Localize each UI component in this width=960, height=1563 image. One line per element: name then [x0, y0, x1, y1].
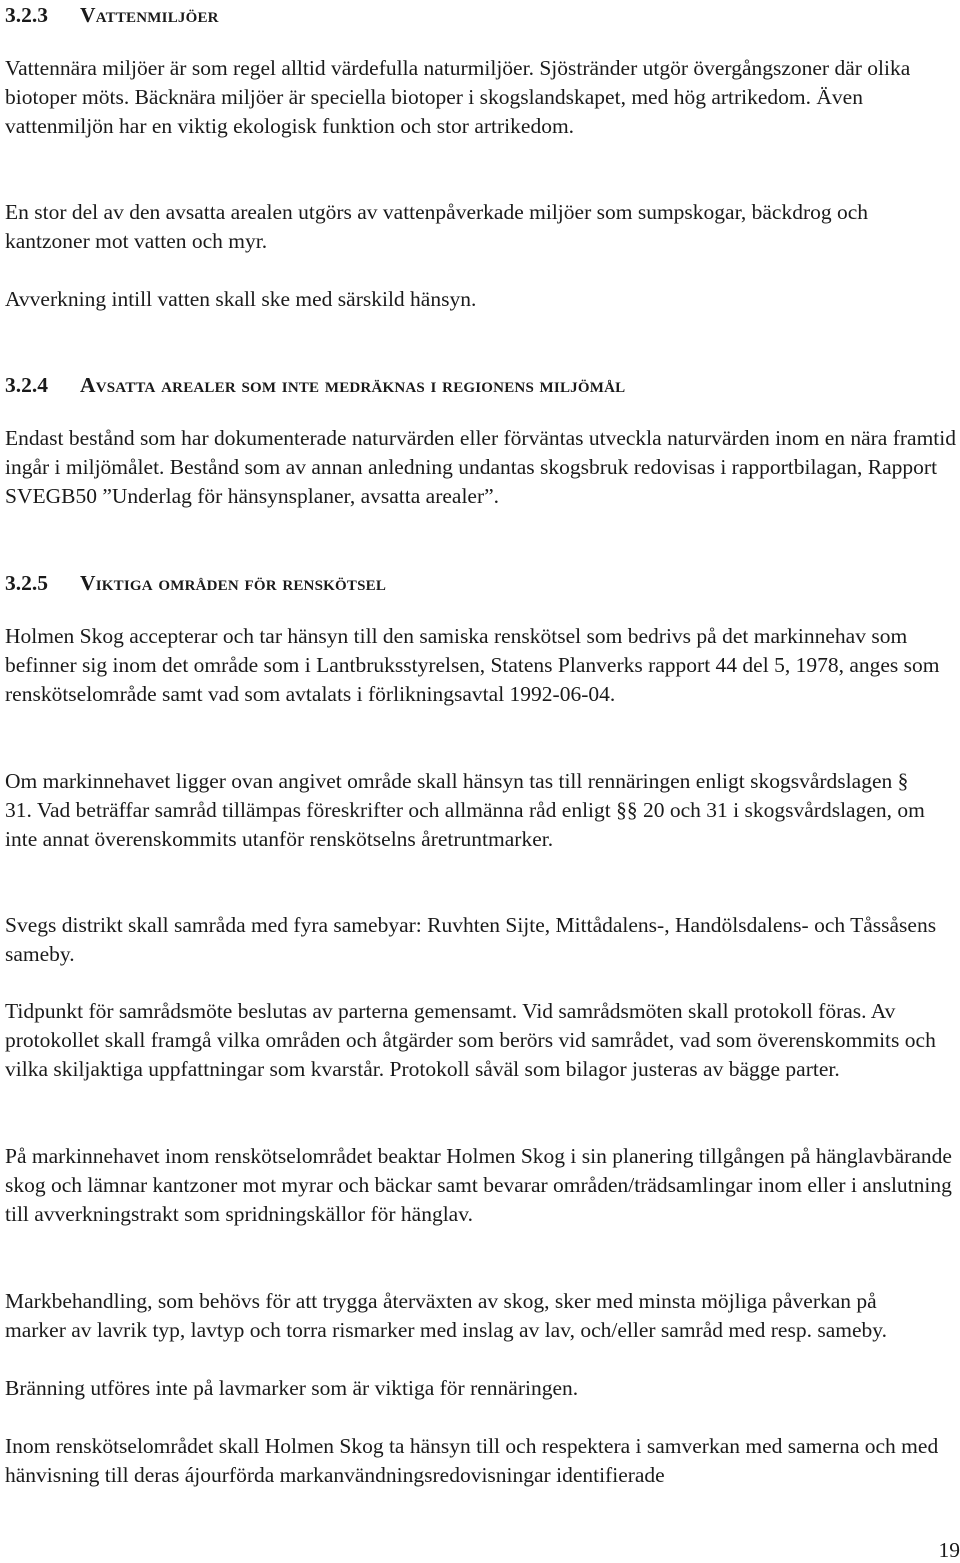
paragraph: Holmen Skog accepterar och tar hänsyn till den samiska renskötsel som bedrivs på det markinnehav som befinner sig inom det område som i Lantbruksstyrelsen, Statens Planverks rapport 44 del 5, 1978, anges som renskötselområde samt vad som avtalats i förlikningsavtal 1992-06-04. — [5, 624, 940, 706]
section-title: Viktiga områden för renskötsel — [80, 571, 387, 595]
section-heading-avsatta-arealer — [5, 371, 625, 400]
paragraph: Avverkning intill vatten skall ske med särskild hänsyn. — [5, 287, 477, 311]
paragraph: Markbehandling, som behövs för att trygga återväxten av skog, sker med minsta möjliga påverkan på marker av lavrik typ, lavtyp och torra rismarker med inslag av lav, och/eller samråd med resp. sameby. — [5, 1289, 887, 1342]
paragraph: Tidpunkt för samrådsmöte beslutas av parterna gemensamt. Vid samrådsmöten skall protokoll föras. Av protokollet skall framgå vilka områden och åtgärder som berörs vid samrådet, vad som överenskommits och vilka skiljaktiga uppfattningar som kvarstår. Protokoll såväl som bilagor justeras av bägge parter. — [5, 999, 936, 1081]
section-title: Avsatta arealer som inte medräknas i regionens miljömål — [80, 373, 626, 397]
page-number: 19 — [938, 1538, 960, 1562]
section-heading-vattenmiljoer — [5, 1, 219, 30]
section-number: 3.2.3 — [5, 3, 48, 27]
paragraph: En stor del av den avsatta arealen utgörs av vattenpåverkade miljöer som sumpskogar, bäckdrog och kantzoner mot vatten och myr. — [5, 200, 869, 253]
paragraph: Svegs distrikt skall samråda med fyra samebyar: Ruvhten Sijte, Mittådalens-, Handölsdalens- och Tåssåsens sameby. — [5, 913, 937, 966]
paragraph: Bränning utföres inte på lavmarker som är viktiga för rennäringen. — [5, 1376, 579, 1400]
section-title: Vattenmiljöer — [80, 3, 219, 27]
section-heading-renskotsel — [5, 569, 386, 598]
section-number: 3.2.4 — [5, 373, 48, 397]
paragraph: På markinnehavet inom renskötselområdet beaktar Holmen Skog i sin planering tillgången på hänglavbärande skog och lämnar kantzoner mot myrar och bäckar samt bevarar områden/trädsamlingar inom eller i anslutning till avverkningstrakt som spridningskällor för hänglav. — [5, 1144, 952, 1226]
paragraph: Vattennära miljöer är som regel alltid värdefulla naturmiljöer. Sjöstränder utgör övergångszoner där olika biotoper möts. Bäcknära miljöer är speciella biotoper i skogslandskapet, med hög artrikedom. Även vattenmiljön har en viktig ekologisk funktion och stor artrikedom. — [5, 56, 911, 138]
section-number: 3.2.5 — [5, 571, 48, 595]
paragraph: Endast bestånd som har dokumenterade naturvärden eller förväntas utveckla naturvärden inom en nära framtid ingår i miljömålet. Bestånd som av annan anledning undantas skogsbruk redovisas i rapportbilagan, Rapport SVEGB50 ”Underlag för hänsynsplaner, avsatta arealer”. — [5, 426, 957, 508]
paragraph: Om markinnehavet ligger ovan angivet område skall hänsyn tas till rennäringen enligt skogsvårdslagen § 31. Vad beträffar samråd tillämpas föreskrifter och allmänna råd enligt §§ 20 och 31 i skogsvårdslagen, om inte annat överenskommits utanför renskötselns åretruntmarker. — [5, 769, 925, 851]
paragraph: Inom renskötselområdet skall Holmen Skog ta hänsyn till och respektera i samverkan med samerna och med hänvisning till deras ájourförda markanvändningsredovisningar identifierade — [5, 1434, 939, 1487]
